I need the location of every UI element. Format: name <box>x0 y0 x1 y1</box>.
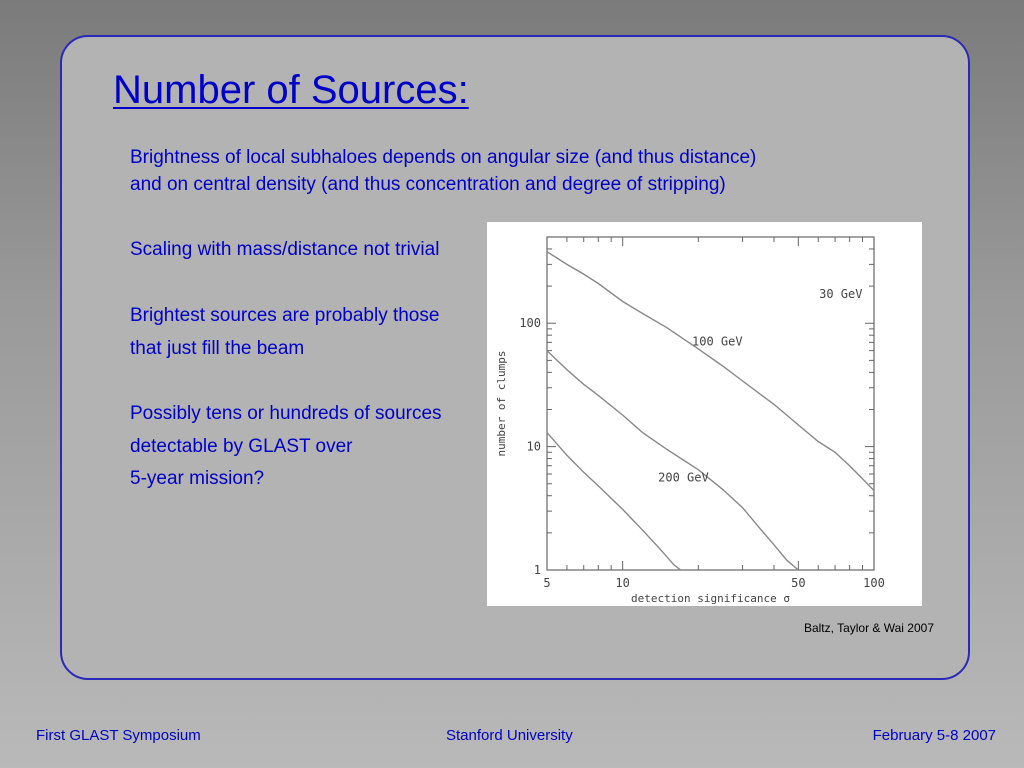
chart-svg <box>487 222 922 606</box>
series-line-2 <box>547 351 798 570</box>
paragraph-line-3: Scaling with mass/distance not trivial <box>130 239 440 260</box>
paragraph-line-5: that just fill the beam <box>130 338 305 359</box>
series-label-1: 30 GeV <box>819 287 863 302</box>
footer-center: Stanford University <box>446 727 573 744</box>
y-tick-label: 10 <box>526 439 541 454</box>
footer-left: First GLAST Symposium <box>36 727 201 744</box>
y-tick-label: 1 <box>533 563 541 577</box>
x-tick-label: 100 <box>863 576 885 590</box>
paragraph-line-2: and on central density (and thus concentration and degree of stripping) <box>130 174 726 195</box>
series-label-2: 100 GeV <box>692 334 743 349</box>
paragraph-line-7: detectable by GLAST over <box>130 436 353 457</box>
footer-right: February 5-8 2007 <box>872 727 996 744</box>
x-tick-label: 50 <box>791 576 806 590</box>
y-axis-label: number of clumps <box>495 350 508 457</box>
slide-title: Number of Sources: <box>113 68 469 112</box>
figure-credit: Baltz, Taylor & Wai 2007 <box>803 621 934 635</box>
x-axis-label: detection significance σ <box>631 592 790 605</box>
x-tick-label: 5 <box>543 576 551 590</box>
series-label-3: 200 GeV <box>658 470 709 485</box>
series-line-3 <box>547 433 681 570</box>
x-tick-label: 10 <box>615 576 630 590</box>
paragraph-line-4: Brightest sources are probably those <box>130 305 440 326</box>
paragraph-line-1: Brightness of local subhaloes depends on angular size (and thus distance) <box>130 147 757 168</box>
y-tick-label: 100 <box>519 316 541 331</box>
paragraph-line-6: Possibly tens or hundreds of sources <box>130 403 442 424</box>
clump-count-chart <box>487 222 922 606</box>
paragraph-line-8: 5-year mission? <box>130 468 265 489</box>
